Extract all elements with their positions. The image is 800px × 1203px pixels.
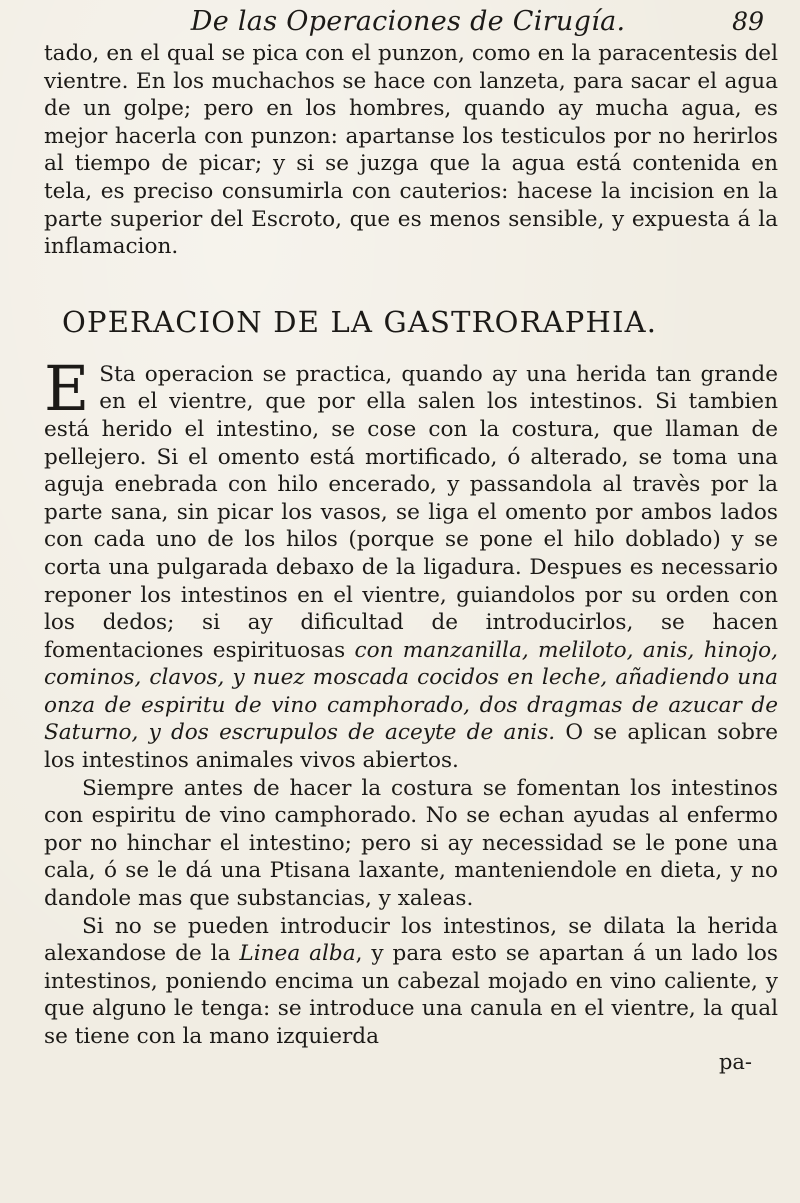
linea-alba-italic: Linea alba [239, 941, 356, 967]
paragraph-si-no [44, 913, 778, 1051]
page-header [44, 4, 778, 40]
page-body [44, 40, 778, 1073]
page-number: 89 [732, 7, 764, 36]
drop-cap: E [44, 351, 90, 425]
continuation-paragraph: tado, en el qual se pica con el punzon, como en la paracentesis del vientre. En los muchachos se hace con lanzeta, para sacar el agua de un golpe; pero en los hombres, quando ay mucha agua, es mejor hacerla con punzon: apartanse los testiculos por no herirlos al tiempo de picar; y si se juzga que la agua está contenida en tela, es preciso consumirla con cauterios: hacese la incision en la parte superior del Escroto, que es menos sensible, y expuesta á la inflamacion. [44, 41, 778, 260]
paragraph-siempre: Siempre antes de hacer la costura se fomentan los intestinos con espiritu de vino camphorado. No se echan ayudas al enfermo por no hinchar el intestino; pero si ay necessidad se le pone una cala, ó se le dá una Ptisana laxante, manteniendole en dieta, y no dandole mas que substancias, y xaleas. [44, 775, 778, 912]
catchword: pa- [718, 1049, 752, 1074]
main-paragraph-text: Sta operacion se practica, quando ay una herida tan grande en el vientre, que por ella salen los intestinos. Si tambien está herido el intestino, se cose con la costura, que llaman de pellejero. Si el omento está mortificado, ó alterado, se toma una aguja enebrada con hilo encerado, y passandola al travès por la parte sana, sin picar los vasos, se liga el omento por ambos lados con cada uno de los hilos (porque se pone el hilo doblado) y se corta una pulgarada debaxo de la ligadura. Despues es necessario reponer los intestinos en el vientre, guiandolos por su orden con los dedos; si ay dificultad de introducirlos, se hacen fomentaciones espirituosas [44, 361, 778, 663]
paragraph-si-no-ending: , y para esto se apartan á un lado los intestinos, poniendo encima un cabezal mojado en vino caliente, y que alguno le tenga: se introduce una canula en el vientre, la qual se tiene con la mano izquierda [44, 941, 778, 1049]
main-paragraph [44, 351, 778, 775]
main-paragraph-ending: O se aplican sobre los intestinos animales vivos abiertos. [44, 720, 778, 774]
recipe-italic-text: con manzanilla, meliloto, anis, hinojo, cominos, clavos, y nuez moscada cocidos en leche, añadiendo una onza de espiritu de vino camphorado, dos dragmas de azucar de Saturno, y dos escrupulos de aceyte de anis. [44, 637, 778, 746]
paragraph-si-no-text: Si no se pueden introducir los intestinos, se dilata la herida alexandose de la [44, 913, 778, 967]
section-title: OPERACION DE LA GASTRORAPHIA. [62, 304, 658, 339]
running-title: De las Operaciones de Cirugía. [190, 6, 626, 37]
